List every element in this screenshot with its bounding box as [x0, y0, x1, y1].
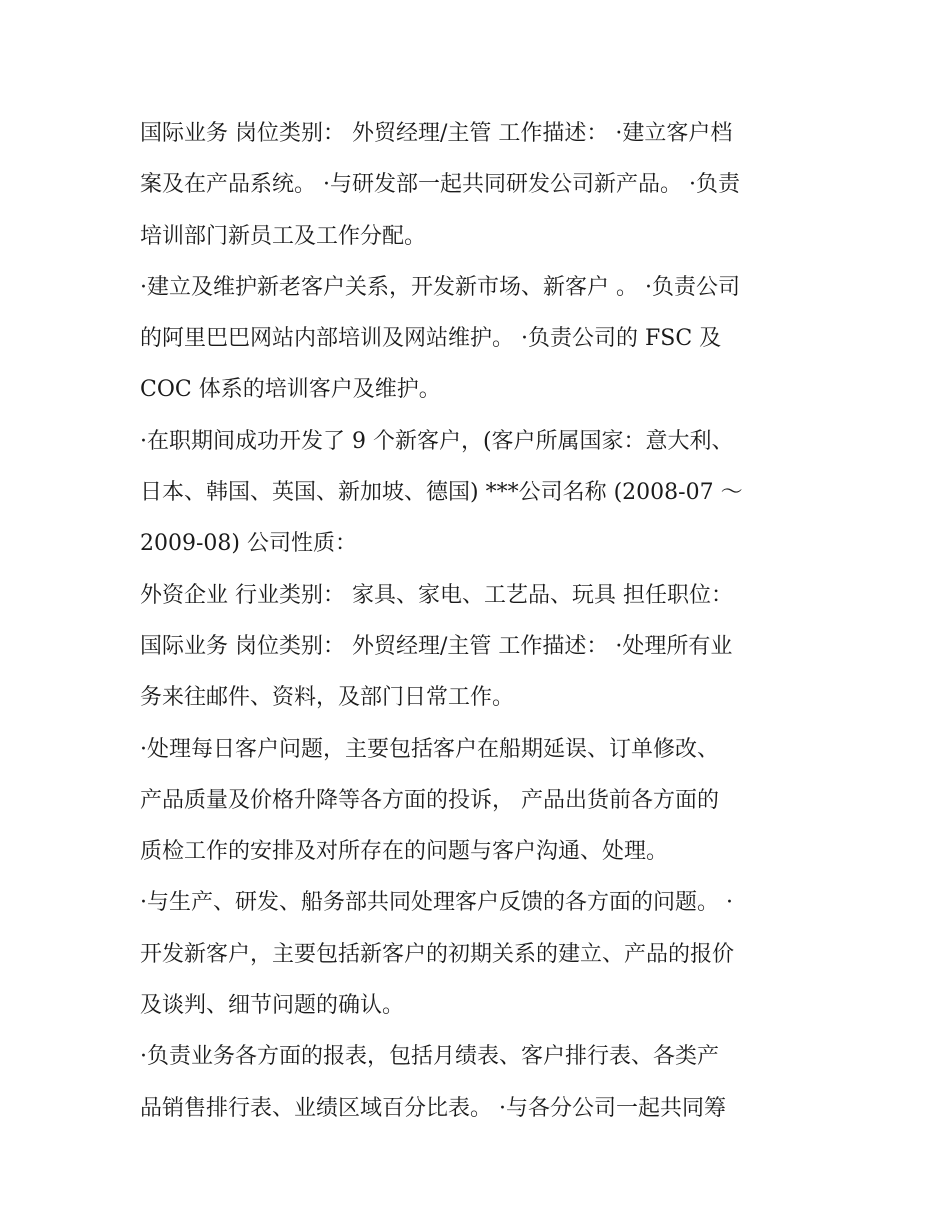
text-line-3: 培训部门新员工及工作分配。 — [140, 223, 427, 249]
text-line-2: 案及在产品系统。 ·与研发部一起共同研发公司新产品。 ·负责 — [140, 172, 740, 198]
body-text — [140, 108, 820, 1134]
text-line-17: 开发新客户，主要包括新客户的初期关系的建立、产品的报价 — [140, 941, 735, 967]
text-line-9: 2009-08) 公司性质： — [140, 531, 357, 557]
text-line-15: 质检工作的安排及对所存在的问题与客户沟通、处理。 — [140, 839, 669, 865]
text-line-7: ·在职期间成功开发了 9 个新客户，(客户所属国家：意大利、 — [140, 428, 734, 454]
text-line-14: 产品质量及价格升降等各方面的投诉， 产品出货前各方面的 — [140, 787, 719, 813]
text-line-5: 的阿里巴巴网站内部培训及网站维护。 ·负责公司的 FSC 及 — [140, 326, 722, 352]
text-line-19: ·负责业务各方面的报表，包括月绩表、客户排行表、各类产 — [140, 1044, 719, 1070]
text-line-18: 及谈判、细节问题的确认。 — [140, 993, 405, 1019]
text-line-12: 务来往邮件、资料，及部门日常工作。 — [140, 685, 515, 711]
text-line-6: COC 体系的培训客户及维护。 — [140, 377, 441, 403]
text-line-20: 品销售排行表、业绩区域百分比表。 ·与各分公司一起共同筹 — [140, 1095, 726, 1121]
text-line-8: 日本、韩国、英国、新加坡、德国) ***公司名称 (2008-07 ～ — [140, 480, 743, 506]
text-line-4: ·建立及维护新老客户关系，开发新市场、新客户 。 ·负责公司 — [140, 274, 740, 300]
text-line-16: ·与生产、研发、船务部共同处理客户反馈的各方面的问题。 · — [140, 890, 733, 916]
text-line-10: 外资企业 行业类别： 家具、家电、工艺品、玩具 担任职位： — [140, 582, 733, 608]
text-line-13: ·处理每日客户问题，主要包括客户在船期延误、订单修改、 — [140, 736, 719, 762]
text-line-11: 国际业务 岗位类别： 外贸经理/主管 工作描述： ·处理所有业 — [140, 633, 733, 659]
text-line-1: 国际业务 岗位类别： 外贸经理/主管 工作描述： ·建立客户档 — [140, 121, 733, 146]
